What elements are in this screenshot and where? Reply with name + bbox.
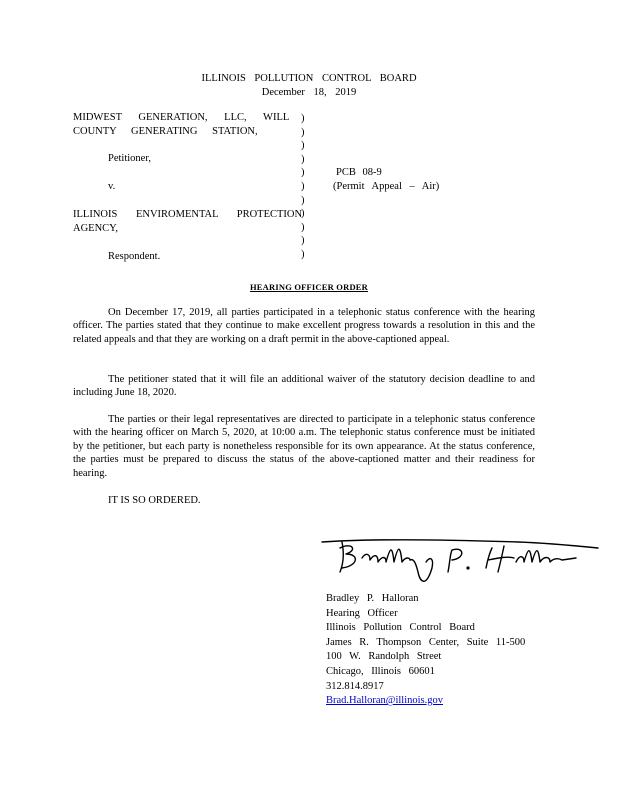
respondent-name-line2: AGENCY, [73, 223, 119, 234]
paren: ) [301, 235, 305, 247]
petitioner-name-line2: COUNTY GENERATING STATION, [73, 126, 258, 137]
signer-city: Chicago, Illinois 60601 [326, 665, 435, 677]
order-date: December 18, 2019 [261, 87, 357, 98]
order-paragraph-2: The petitioner stated that it will file an additional waiver of the statutory decision deadline to and including June 18, 2020. [73, 374, 535, 399]
signer-address-line1: James R. Thompson Center, Suite 11-500 [326, 636, 526, 648]
case-number: PCB 08-9 [336, 167, 382, 178]
respondent-label: Respondent. [108, 251, 161, 262]
closing-statement: IT IS SO ORDERED. [108, 495, 201, 506]
signer-phone: 312.814.8917 [326, 680, 384, 692]
paren: ) [301, 153, 305, 165]
case-type: (Permit Appeal – Air) [333, 181, 440, 192]
petitioner-label: Petitioner, [108, 153, 152, 164]
versus-label: v. [108, 181, 116, 192]
respondent-name-line1: ILLINOIS ENVIROMENTAL PROTECTION [73, 209, 303, 220]
signature-block [326, 592, 525, 709]
paren: ) [301, 113, 305, 124]
order-paragraph-3: The parties or their legal representatives are directed to participate in a telephonic status conference with the hearing officer on March 5, 2020, at 10:00 a.m. The telephonic status conference must be initiated by the petitioner, but each party is nonetheless responsible for its own appearance. At the status conference, the parties must be prepared to discuss the status of the above-captioned matter and their readiness for hearing. [73, 414, 535, 479]
paren: ) [301, 126, 305, 138]
paren: ) [301, 140, 305, 152]
signer-email-link[interactable]: Brad.Halloran@illinois.gov [326, 695, 443, 707]
paren: ) [301, 248, 305, 260]
petitioner-name-line1: MIDWEST GENERATION, LLC, WILL [73, 112, 290, 123]
paren: ) [301, 180, 305, 192]
signer-organization: Illinois Pollution Control Board [326, 622, 475, 634]
paren: ) [301, 194, 305, 206]
signer-title: Hearing Officer [326, 607, 398, 619]
paren: ) [301, 221, 305, 233]
order-title [0, 282, 618, 293]
board-heading: ILLINOIS POLLUTION CONTROL BOARD [201, 73, 417, 84]
signer-address-line2: 100 W. Randolph Street [326, 651, 442, 663]
paren: ) [301, 208, 305, 220]
signer-name: Bradley P. Halloran [326, 593, 419, 604]
order-paragraph-1: On December 17, 2019, all parties participated in a telephonic status conference with the hearing officer. The parties stated that they continue to make excellent progress towards a resolution in this and the related appeals and that they are working on a draft permit in the above-captioned appeal. [73, 307, 535, 345]
paren: ) [301, 167, 305, 179]
handwritten-signature [318, 528, 600, 590]
order-title-text: HEARING OFFICER ORDER [249, 282, 368, 292]
caption-parentheses [301, 112, 305, 262]
